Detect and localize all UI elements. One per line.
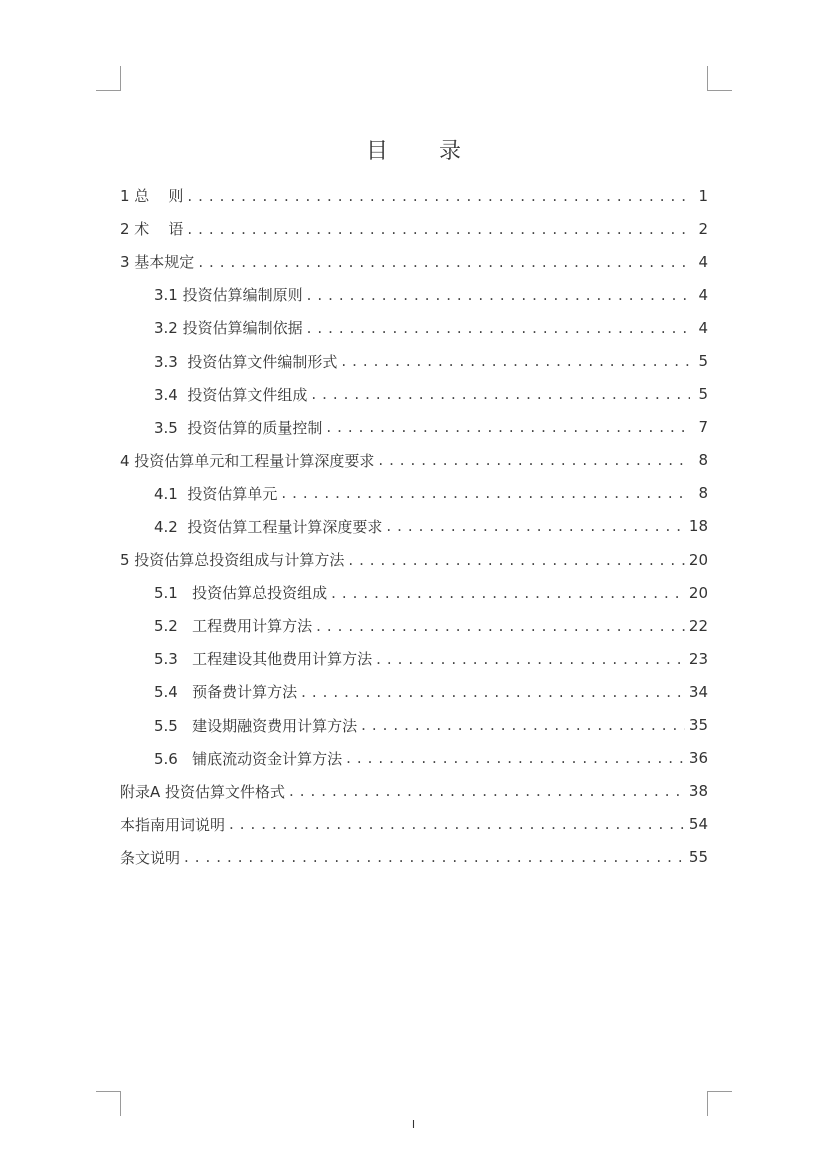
toc-entry[interactable] [120,245,708,278]
toc-entry[interactable] [120,344,708,377]
toc-entry-label: 5.5 建设期融资费用计算方法 [154,716,358,735]
toc-leader-dots [376,650,685,668]
crop-mark-bottom-left [96,1091,121,1116]
toc-leader-dots [301,683,685,701]
toc-entry[interactable] [120,775,708,808]
toc-entry-label: 3.4 投资估算文件组成 [154,385,308,404]
toc-entry-page: 54 [688,815,708,834]
toc-entry-label: 5.4 预备费计算方法 [154,683,298,702]
toc-leader-dots [326,418,690,436]
crop-mark-top-left [96,66,121,91]
toc-leader-dots [316,617,685,635]
toc-entry-page: 5 [698,352,708,371]
toc-entry-page: 8 [698,451,708,470]
toc-entry-page: 4 [698,285,708,304]
toc-leader-dots [187,187,690,205]
toc-entry[interactable] [120,212,708,245]
toc-leader-dots [311,385,690,403]
toc-entry-label: 条文说明 [120,848,181,867]
toc-entry-page: 4 [698,318,708,337]
toc-leader-dots [361,716,685,734]
toc-entry-page: 22 [688,616,708,635]
toc-leader-dots [198,253,690,271]
toc-entry[interactable] [120,576,708,609]
toc-leader-dots [229,815,685,833]
toc-entry-page: 2 [698,219,708,238]
toc-entry[interactable] [120,510,708,543]
toc-leader-dots [307,286,690,304]
toc-entry-page: 18 [688,517,708,536]
toc-entry[interactable] [120,311,708,344]
toc-entry-label: 本指南用词说明 [120,815,226,834]
toc-entry-label: 5.1 投资估算总投资组成 [154,584,328,603]
page-number-footer: I [411,1118,416,1131]
toc-leader-dots [331,584,685,602]
toc-entry-label: 3.2 投资估算编制依据 [154,319,303,338]
toc-entry-label: 4.2 投资估算工程量计算深度要求 [154,517,383,536]
crop-mark-top-right [707,66,732,91]
toc-entry-page: 4 [698,252,708,271]
toc-entry-label: 附录A 投资估算文件格式 [120,782,286,801]
toc-entry-page: 34 [688,682,708,701]
toc-leader-dots [184,848,685,866]
toc-entry-page: 1 [698,186,708,205]
table-of-contents [120,179,708,874]
toc-entry[interactable] [120,642,708,675]
toc-leader-dots [289,782,685,800]
toc-entry-label: 5.3 工程建设其他费用计算方法 [154,650,373,669]
toc-entry-page: 20 [688,550,708,569]
page-title: 目 录 [366,139,483,164]
toc-entry[interactable] [120,742,708,775]
toc-leader-dots [281,484,690,502]
toc-entry[interactable] [120,378,708,411]
toc-entry[interactable] [120,411,708,444]
toc-leader-dots [348,551,685,569]
toc-entry-page: 38 [688,782,708,801]
toc-entry[interactable] [120,675,708,708]
toc-entry[interactable] [120,179,708,212]
toc-entry-page: 5 [698,385,708,404]
toc-entry-label: 3 基本规定 [120,253,195,272]
toc-entry[interactable] [120,477,708,510]
toc-entry[interactable] [120,543,708,576]
toc-entry[interactable] [120,444,708,477]
toc-entry-label: 3.3 投资估算文件编制形式 [154,352,338,371]
toc-entry-label: 2 术 语 [120,220,184,239]
toc-leader-dots [386,517,685,535]
toc-entry-page: 55 [688,848,708,867]
toc-entry[interactable] [120,841,708,874]
toc-entry-label: 4 投资估算单元和工程量计算深度要求 [120,451,375,470]
toc-leader-dots [187,220,690,238]
toc-entry-page: 35 [688,716,708,735]
toc-entry-page: 20 [688,583,708,602]
toc-leader-dots [378,451,690,469]
toc-entry-page: 8 [698,484,708,503]
toc-entry-label: 5.2 工程费用计算方法 [154,617,313,636]
toc-entry[interactable] [120,609,708,642]
toc-entry-label: 4.1 投资估算单元 [154,484,278,503]
toc-entry-page: 7 [698,418,708,437]
toc-leader-dots [307,319,690,337]
toc-entry-label: 1 总 则 [120,187,184,206]
toc-entry[interactable] [120,808,708,841]
toc-entry[interactable] [120,278,708,311]
toc-leader-dots [346,749,685,767]
toc-entry-label: 3.5 投资估算的质量控制 [154,418,323,437]
toc-entry-page: 36 [688,749,708,768]
toc-entry-label: 3.1 投资估算编制原则 [154,286,303,305]
crop-mark-bottom-right [707,1091,732,1116]
toc-entry[interactable] [120,709,708,742]
toc-leader-dots [341,352,690,370]
toc-entry-label: 5 投资估算总投资组成与计算方法 [120,551,345,570]
toc-entry-label: 5.6 铺底流动资金计算方法 [154,749,343,768]
toc-entry-page: 23 [688,649,708,668]
